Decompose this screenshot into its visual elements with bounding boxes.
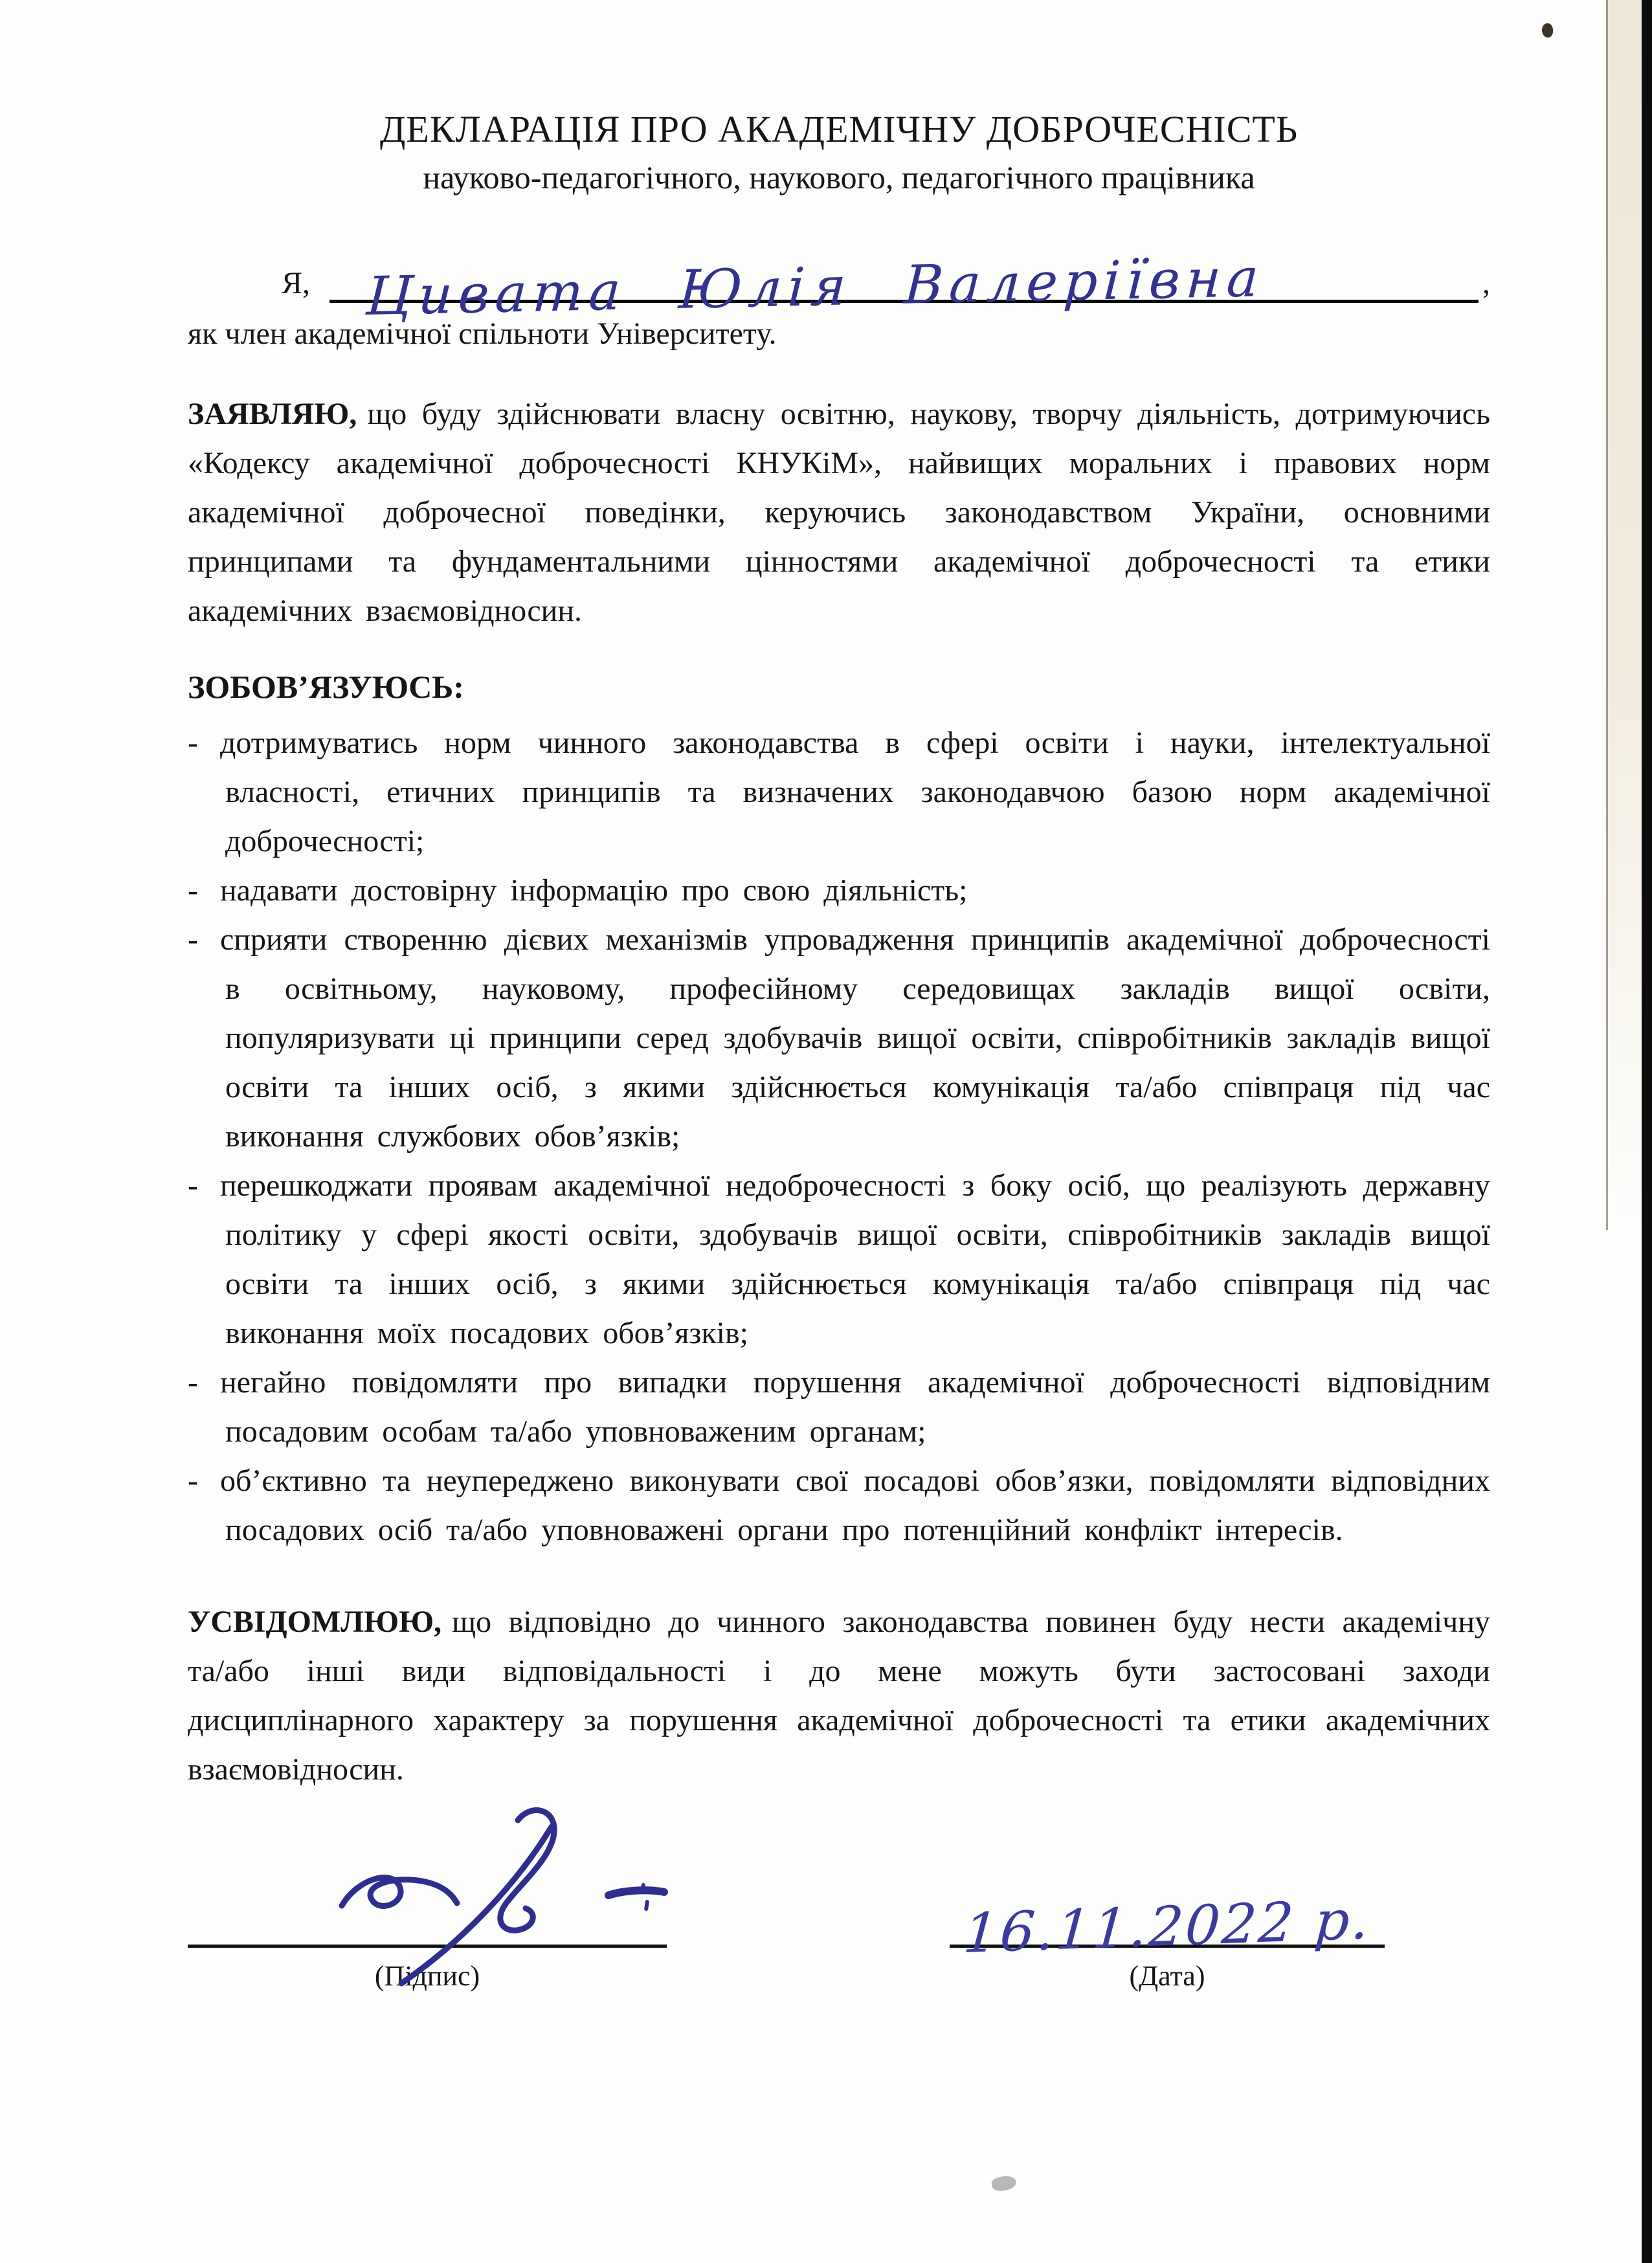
document-subtitle: науково-педагогічного, наукового, педагогічного працівника — [423, 159, 1255, 195]
name-underline-field — [329, 247, 1479, 328]
identity-line — [188, 247, 1490, 328]
list-item — [188, 1456, 1490, 1555]
obligations-heading: ЗОБОВ’ЯЗУЮСЬ: — [188, 669, 464, 705]
handwritten-date: 16.11.2022 р. — [961, 1888, 1373, 1965]
declaration-paragraph — [188, 390, 1490, 636]
list-item — [188, 866, 1490, 915]
list-item-text: перешкоджати проявам академічної недоброчесності з боку осіб, що реалізують державну політику у сфері якості освіти, здобувачів вищої освіти, співробітників закладів вищої освіти та інших осіб, з якими здійснюється комунікація та/або співпраця під час виконання моїх посадових обов’язків; — [219, 1168, 1490, 1350]
identity-trailing-comma: , — [1482, 266, 1490, 300]
signature-label: (Підпис) — [374, 1960, 480, 1992]
list-item-text: негайно повідомляти про випадки порушення академічної доброчесності відповідним посадовим особам та/або уповноваженим органам; — [219, 1365, 1490, 1449]
bullet-dash: - — [188, 1464, 198, 1498]
list-item-text: дотримуватись норм чинного законодавства в сфері освіти і науки, інтелектуальної власності, етичних принципів та визначених законодавчою базою норм академічної доброчесності; — [219, 726, 1490, 858]
list-item-text: сприяти створенню дієвих механізмів упровадження принципів академічної доброчесності в освітньому, науковому, професійному середовищах закладів вищої освіти, популяризувати ці принципи серед здобувачів вищої освіти, співробітників закладів вищої освіти та інших осіб, з якими здійснюється комунікація та/або співпраця під час виконання службових обов’язків; — [219, 922, 1490, 1154]
acknowledgement-text: що відповідно до чинного законодавства повинен буду нести академічну та/або інші види відповідальності і до мене можуть бути застосовані заходи дисциплінарного характеру за порушення академічної доброчесності та етики академічних взаємовідносин. — [188, 1605, 1490, 1787]
list-item — [188, 915, 1490, 1161]
date-label: (Дата) — [1129, 1960, 1205, 1992]
bullet-dash: - — [188, 1365, 198, 1399]
bullet-dash: - — [188, 1168, 198, 1203]
acknowledgement-keyword: УСВІДОМЛЮЮ, — [188, 1605, 442, 1639]
declaration-text: що буду здійснювати власну освітню, наукову, творчу діяльність, дотримуючись «Кодексу академічної доброчесності КНУКіМ», найвищих моральних і правових норм академічної доброчесної поведінки, керуючись законодавством України, основними принципами та фундаментальними цінностями академічної доброчесності та етики академічних взаємовідносин. — [188, 397, 1490, 628]
acknowledgement-paragraph — [188, 1598, 1490, 1794]
bullet-dash: - — [188, 726, 198, 760]
signature-zone — [188, 1847, 667, 1945]
date-column — [950, 1847, 1385, 1992]
list-item — [188, 1358, 1490, 1456]
membership-line: як член академічної спільноти Університету. — [188, 317, 777, 351]
obligations-list — [188, 719, 1490, 1555]
handwritten-name: Цивата Юлія Валеріївна — [364, 247, 1266, 328]
document-title: ДЕКЛАРАЦІЯ ПРО АКАДЕМІЧНУ ДОБРОЧЕСНІСТЬ — [379, 108, 1299, 150]
scan-edge-shadow — [1642, 0, 1652, 2263]
list-item-text: надавати достовірну інформацію про свою діяльність; — [219, 873, 968, 908]
signature-handwriting — [324, 1797, 686, 1991]
scan-artifact-speck — [1542, 23, 1553, 38]
identity-prefix: Я, — [282, 266, 311, 300]
list-item — [188, 1161, 1490, 1358]
scan-artifact-scribble — [990, 2174, 1018, 2192]
signature-column — [188, 1847, 667, 1992]
bullet-dash: - — [188, 922, 198, 957]
signature-block — [188, 1847, 1490, 1992]
bullet-dash: - — [188, 873, 198, 908]
declaration-keyword: ЗАЯВЛЯЮ, — [188, 397, 357, 431]
list-item — [188, 719, 1490, 866]
date-zone — [950, 1847, 1385, 1965]
list-item-text: об’єктивно та неупереджено виконувати свої посадові обов’язки, повідомляти відповідних посадових осіб та/або уповноважені органи про потенційний конфлікт інтересів. — [219, 1464, 1490, 1547]
scan-page-edge — [1606, 0, 1642, 1230]
